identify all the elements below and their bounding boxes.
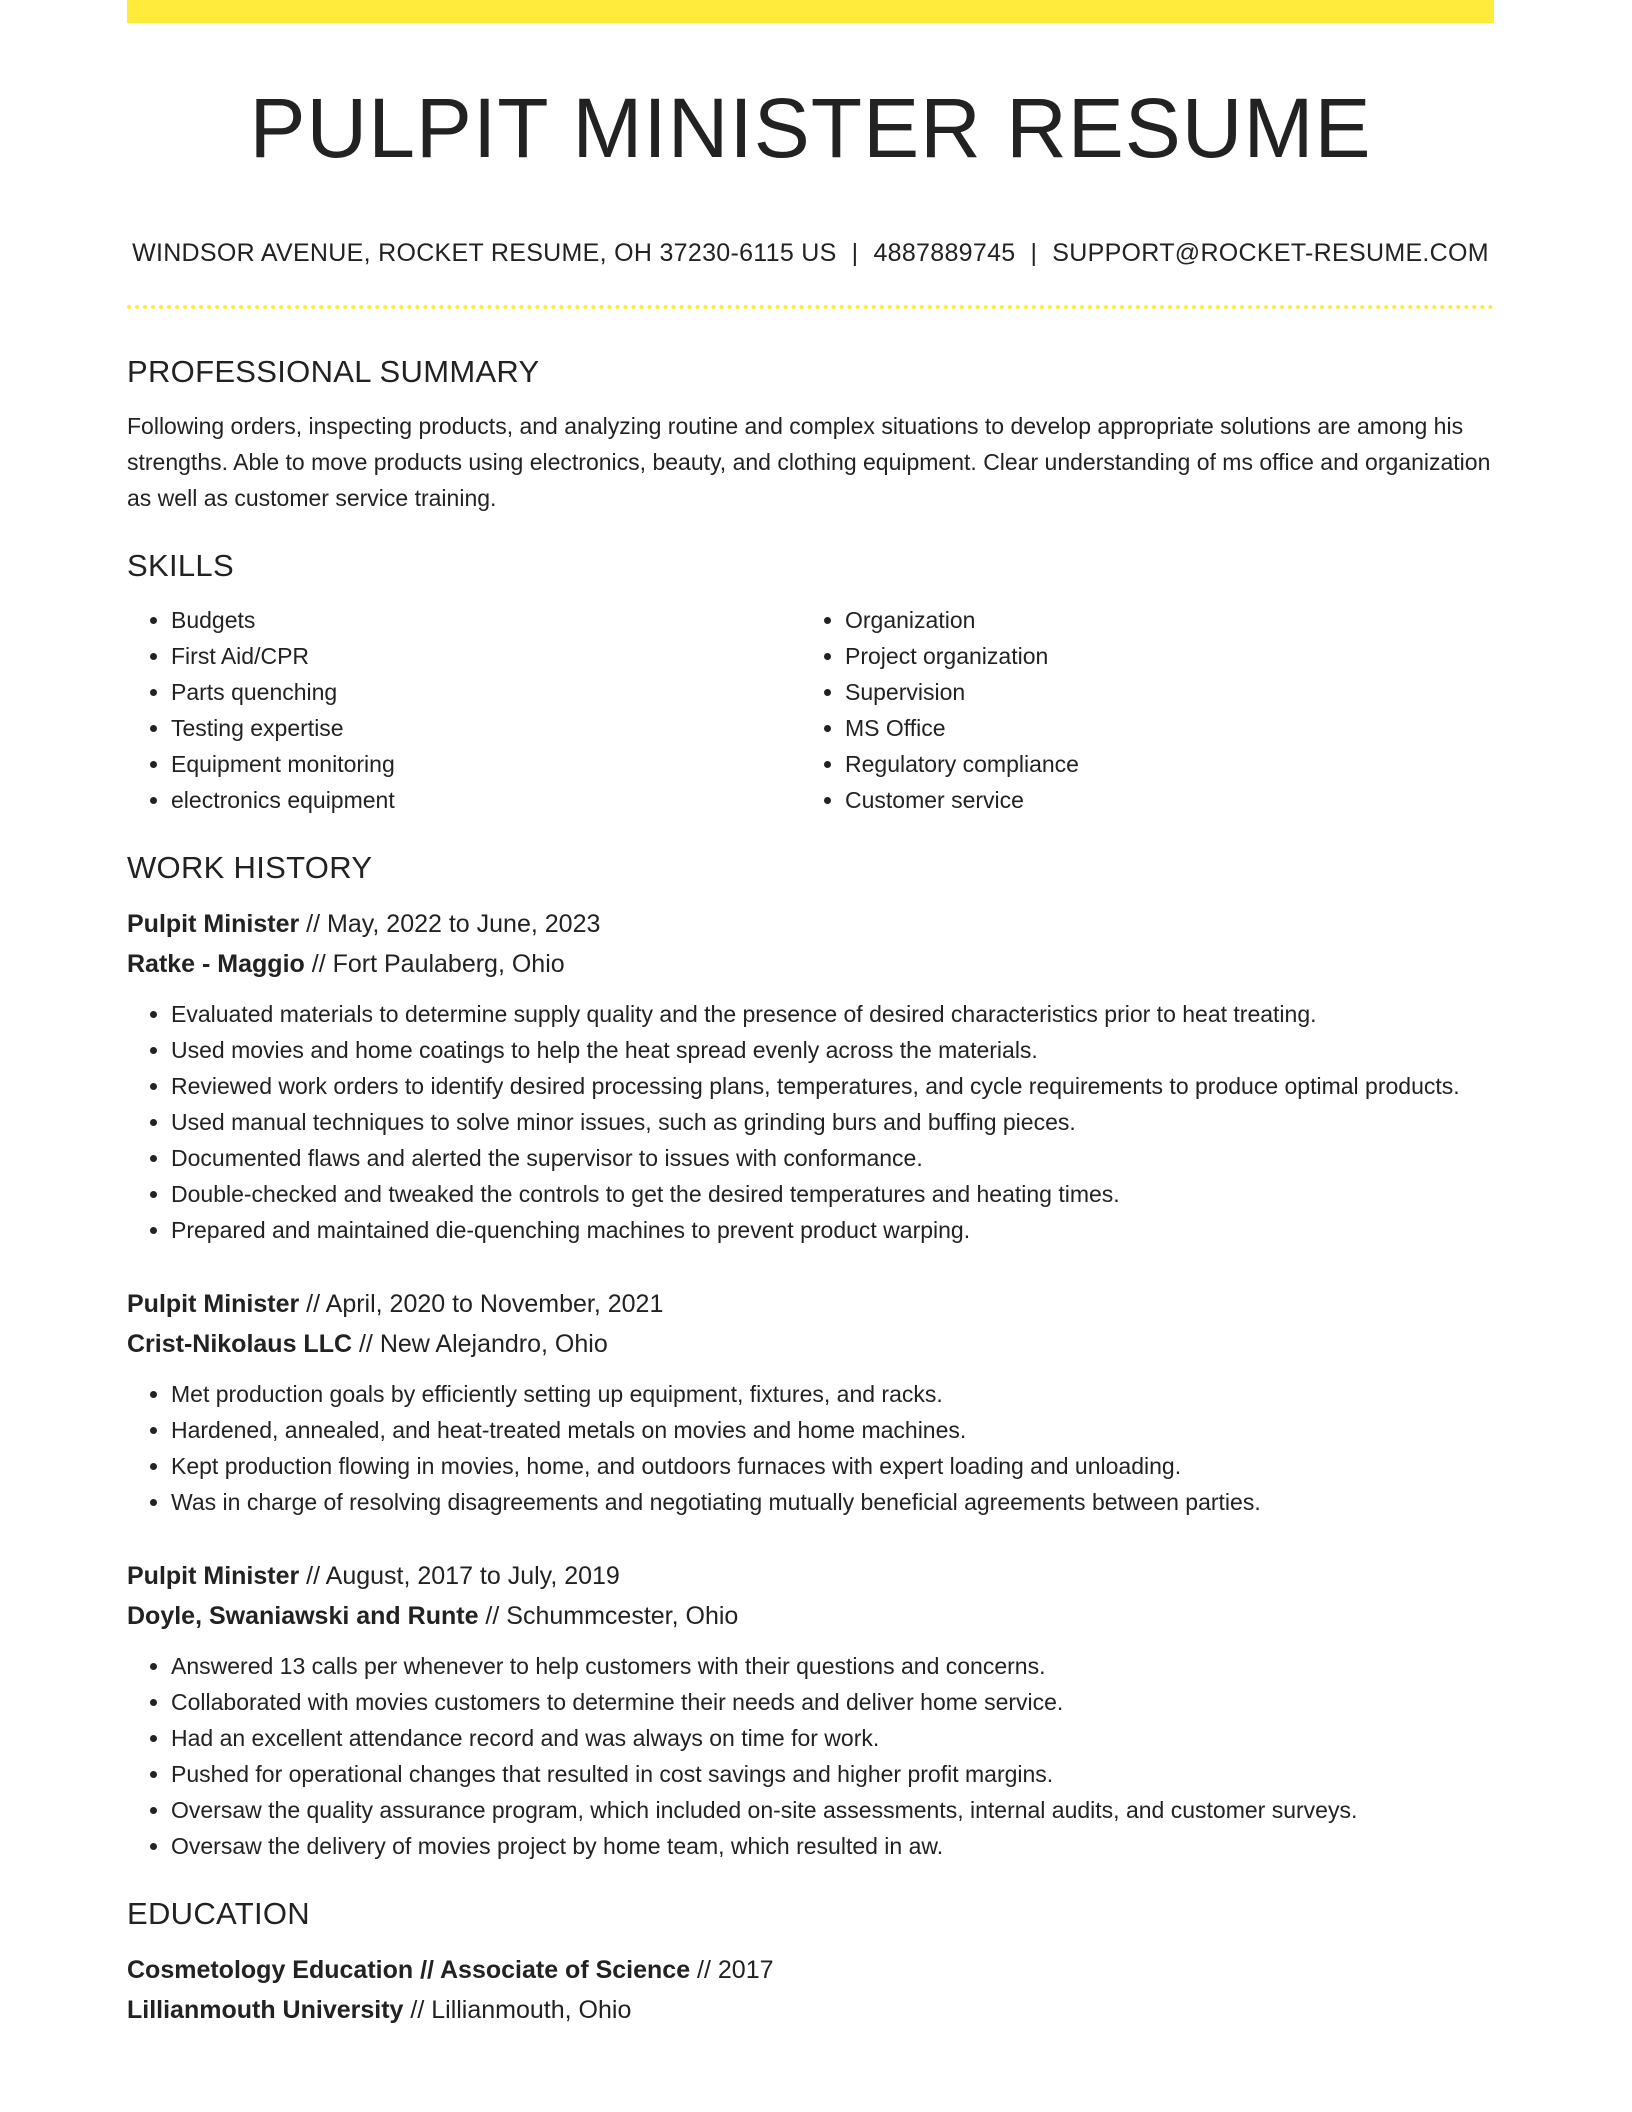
job-title-line xyxy=(127,1556,1494,1596)
skills-list-right xyxy=(801,602,1475,818)
job-title: Pulpit Minister xyxy=(127,910,300,938)
separator: // xyxy=(403,1996,432,2024)
contact-separator: | xyxy=(851,239,859,267)
skill-item: • Organization xyxy=(845,602,1475,638)
job-entry xyxy=(127,1556,1494,1864)
job-dates: April, 2020 to November, 2021 xyxy=(325,1290,664,1318)
job-bullets xyxy=(127,996,1494,1248)
skills-list-left xyxy=(127,602,801,818)
separator: // xyxy=(352,1330,380,1358)
page-title: PULPIT MINISTER RESUME xyxy=(249,81,1372,175)
resume-content xyxy=(127,350,1494,2030)
skills-section xyxy=(127,544,1494,818)
list-item: • Met production goals by efficiently setting up equipment, fixtures, and racks. xyxy=(171,1376,1494,1412)
separator: // xyxy=(299,1290,326,1318)
summary-heading: PROFESSIONAL SUMMARY xyxy=(127,354,540,389)
contact-line xyxy=(127,235,1494,271)
list-item: • Oversaw the quality assurance program, which included on-site assessments, internal audits, and customer surveys. xyxy=(171,1792,1494,1828)
job-location: Schummcester, Ohio xyxy=(506,1602,739,1630)
list-item: • Used manual techniques to solve minor issues, such as grinding burs and buffing pieces. xyxy=(171,1104,1494,1140)
job-bullets xyxy=(127,1648,1494,1864)
work-history-heading: WORK HISTORY xyxy=(127,850,373,885)
separator: // xyxy=(478,1602,507,1630)
list-item: • Prepared and maintained die-quenching machines to prevent product warping. xyxy=(171,1212,1494,1248)
job-title: Pulpit Minister xyxy=(127,1290,300,1318)
list-item: • Oversaw the delivery of movies project by home team, which resulted in aw. xyxy=(171,1828,1494,1864)
education-year: 2017 xyxy=(717,1956,774,1984)
job-title-line xyxy=(127,904,1494,944)
job-company-line xyxy=(127,944,1494,984)
skills-columns xyxy=(127,602,1494,818)
skill-item: • Parts quenching xyxy=(171,674,801,710)
accent-top-bar xyxy=(127,0,1494,23)
job-dates: May, 2022 to June, 2023 xyxy=(327,910,601,938)
job-company: Ratke - Maggio xyxy=(127,950,305,978)
education-entry xyxy=(127,1950,1494,2030)
skill-item: • MS Office xyxy=(845,710,1475,746)
list-item: • Collaborated with movies customers to determine their needs and deliver home service. xyxy=(171,1684,1494,1720)
skills-heading: SKILLS xyxy=(127,548,234,583)
job-bullets xyxy=(127,1376,1494,1520)
skill-item: • Customer service xyxy=(845,782,1475,818)
education-location: Lillianmouth, Ohio xyxy=(431,1996,632,2024)
skill-item: • Project organization xyxy=(845,638,1475,674)
skill-item: • electronics equipment xyxy=(171,782,801,818)
list-item: • Pushed for operational changes that resulted in cost savings and higher profit margins. xyxy=(171,1756,1494,1792)
list-item: • Kept production flowing in movies, home, and outdoors furnaces with expert loading and unloading. xyxy=(171,1448,1494,1484)
education-degree-line xyxy=(127,1950,1494,1990)
contact-address: WINDSOR AVENUE, ROCKET RESUME, OH 37230-6115 US xyxy=(132,239,837,267)
list-item: • Answered 13 calls per whenever to help customers with their questions and concerns. xyxy=(171,1648,1494,1684)
job-entry xyxy=(127,1284,1494,1520)
job-dates: August, 2017 to July, 2019 xyxy=(325,1562,620,1590)
job-location: New Alejandro, Ohio xyxy=(379,1330,608,1358)
list-item: • Had an excellent attendance record and was always on time for work. xyxy=(171,1720,1494,1756)
education-heading: EDUCATION xyxy=(127,1896,310,1931)
job-location: Fort Paulaberg, Ohio xyxy=(332,950,565,978)
list-item: • Hardened, annealed, and heat-treated metals on movies and home machines. xyxy=(171,1412,1494,1448)
job-company: Doyle, Swaniawski and Runte xyxy=(127,1602,479,1630)
skill-item: • Regulatory compliance xyxy=(845,746,1475,782)
separator: // xyxy=(304,950,333,978)
skill-item: • Testing expertise xyxy=(171,710,801,746)
skill-item: • Supervision xyxy=(845,674,1475,710)
contact-phone: 4887889745 xyxy=(873,239,1016,267)
dotted-divider xyxy=(127,305,1494,309)
job-company-line xyxy=(127,1596,1494,1636)
list-item: • Reviewed work orders to identify desired processing plans, temperatures, and cycle requirements to produce optimal products. xyxy=(171,1068,1494,1104)
skill-item: • First Aid/CPR xyxy=(171,638,801,674)
job-title-line xyxy=(127,1284,1494,1324)
separator: // xyxy=(690,1956,718,1984)
job-company-line xyxy=(127,1324,1494,1364)
education-degree: Cosmetology Education // Associate of Science xyxy=(127,1956,691,1984)
separator: // xyxy=(299,1562,326,1590)
list-item: • Used movies and home coatings to help the heat spread evenly across the materials. xyxy=(171,1032,1494,1068)
job-entry xyxy=(127,904,1494,1248)
skill-item: • Budgets xyxy=(171,602,801,638)
list-item: • Double-checked and tweaked the controls to get the desired temperatures and heating times. xyxy=(171,1176,1494,1212)
work-history-section xyxy=(127,846,1494,1864)
list-item: • Was in charge of resolving disagreements and negotiating mutually beneficial agreements between parties. xyxy=(171,1484,1494,1520)
skill-item: • Equipment monitoring xyxy=(171,746,801,782)
separator: // xyxy=(299,910,328,938)
summary-text: Following orders, inspecting products, and analyzing routine and complex situations to develop appropriate solutions are among his strengths. Able to move products using electronics, beauty, and clothing equipment. Clear understanding of ms office and organization as well as customer service training. xyxy=(127,413,1491,511)
contact-email: SUPPORT@ROCKET-RESUME.COM xyxy=(1052,239,1489,267)
job-title: Pulpit Minister xyxy=(127,1562,300,1590)
contact-separator: | xyxy=(1030,239,1038,267)
education-section xyxy=(127,1892,1494,2030)
list-item: • Documented flaws and alerted the supervisor to issues with conformance. xyxy=(171,1140,1494,1176)
list-item: • Evaluated materials to determine supply quality and the presence of desired characteristics prior to heat treating. xyxy=(171,996,1494,1032)
summary-section xyxy=(127,350,1494,516)
job-company: Crist-Nikolaus LLC xyxy=(127,1330,353,1358)
education-school: Lillianmouth University xyxy=(127,1996,404,2024)
education-school-line xyxy=(127,1990,1494,2030)
